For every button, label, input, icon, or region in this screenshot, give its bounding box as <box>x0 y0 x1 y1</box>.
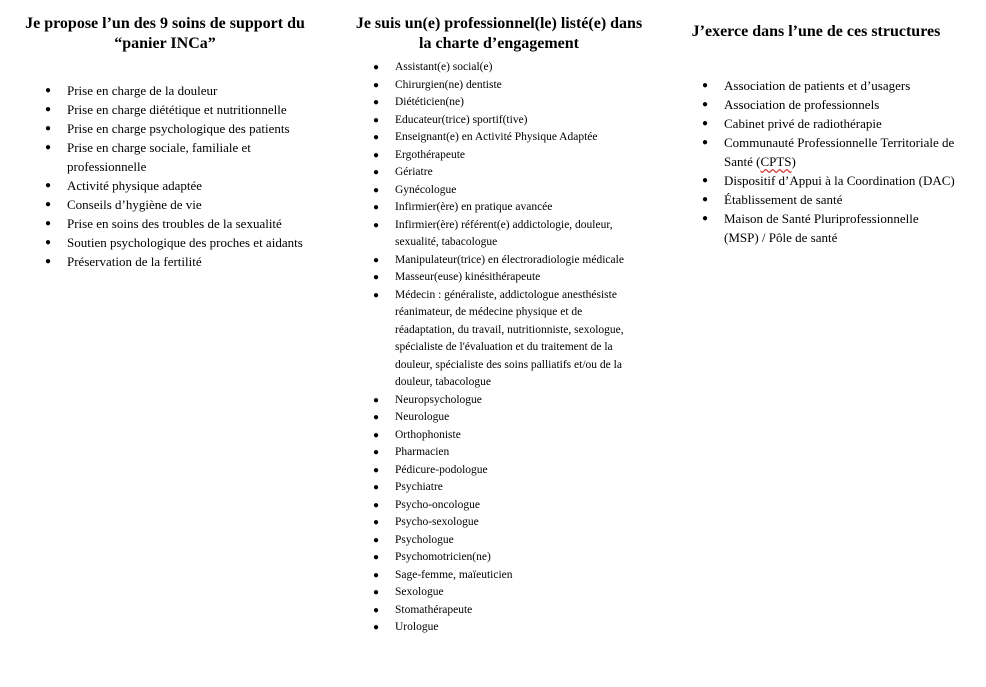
list-item-text: Prise en charge diététique et nutritionnelle <box>67 102 287 117</box>
list-item-text: Prise en charge psychologique des patients <box>67 121 290 136</box>
bullet-icon: ● <box>45 199 52 210</box>
bullet-icon: ● <box>373 517 380 528</box>
list-item-text: Masseur(euse) kinésithérapeute <box>395 271 541 283</box>
column-structures <box>676 0 956 247</box>
list-item-text: Infirmier(ère) en pratique avancée <box>395 201 553 213</box>
list-item <box>373 619 644 637</box>
list-item <box>373 444 644 462</box>
list-item-text: Chirurgien(ne) dentiste <box>395 78 502 91</box>
bullet-icon: ● <box>373 587 380 598</box>
list-item-text: Stomathérapeute <box>395 603 473 616</box>
list-item-text: Pédicure-podologue <box>395 463 488 476</box>
list-item-text: Assistant(e) social(e) <box>395 61 493 73</box>
list-item-text: Manipulateur(trice) en électroradiologie médicale <box>395 253 624 266</box>
list-item <box>373 549 644 567</box>
bullet-icon: ● <box>45 142 52 153</box>
list-item <box>373 199 644 217</box>
list-item-text: Maison de Santé Pluriprofessionnelle (MSP) / Pôle de santé <box>724 211 919 245</box>
list-item <box>702 209 956 247</box>
list-item-text: Gériatre <box>395 166 433 178</box>
bullet-icon: ● <box>45 237 52 248</box>
list-item-text: Communauté Professionnelle Territoriale de Santé (CPTS) <box>724 135 955 169</box>
list-item-text: Urologue <box>395 621 439 633</box>
list-item <box>45 252 310 271</box>
column-support-care <box>20 0 310 271</box>
list-item <box>373 514 644 532</box>
list-item <box>373 94 644 112</box>
bullet-icon: ● <box>373 604 380 616</box>
list-item <box>373 147 644 165</box>
column-heading-professionals: Je suis un(e) professionnel(le) listé(e) dans la charte d’engagement <box>355 15 643 52</box>
list-item <box>45 100 310 119</box>
bullet-icon: ● <box>373 289 380 301</box>
list-item-text: Psycho-sexologue <box>395 516 479 528</box>
list-item <box>373 392 644 410</box>
list-item <box>373 164 644 182</box>
list-item-text: Association de professionnels <box>724 97 880 112</box>
list-item-text: Diététicien(ne) <box>395 96 464 108</box>
list-item <box>373 217 644 252</box>
list-item-text: Psychiatre <box>395 481 443 493</box>
bullet-icon: ● <box>45 85 52 96</box>
column-heading-support-care: Je propose l’un des 9 soins de support du “panier INCa” <box>25 15 305 52</box>
bullet-icon: ● <box>702 118 709 129</box>
bullet-icon: ● <box>702 99 709 110</box>
list-item-text: Orthophoniste <box>395 428 461 441</box>
list-item <box>702 133 956 171</box>
list-item <box>373 112 644 130</box>
bullet-icon: ● <box>45 123 52 134</box>
list-item-text: Sexologue <box>395 586 444 598</box>
list-item <box>702 114 956 133</box>
bullet-icon: ● <box>373 534 380 546</box>
bullet-icon: ● <box>373 482 380 493</box>
list-item-text: Neuropsychologue <box>395 393 482 406</box>
list-item-text: Sage-femme, maïeuticien <box>395 568 513 581</box>
bullet-icon: ● <box>373 412 380 423</box>
bullet-icon: ● <box>45 218 52 229</box>
bullet-icon: ● <box>702 213 709 224</box>
bullet-icon: ● <box>373 202 380 213</box>
structures-list <box>676 76 956 247</box>
list-item <box>373 77 644 95</box>
list-item <box>702 95 956 114</box>
bullet-icon: ● <box>373 394 380 406</box>
bullet-icon: ● <box>373 499 380 511</box>
list-item-text: Médecin : généraliste, addictologue anesthésiste réanimateur, de médecine physique et de réadaptation, du travail, nutritionniste, sexologue, spécialiste de l'évaluation et du traitement de la douleur, spécialiste des soins palliatifs et/ou de la douleur, tabacologue <box>395 288 624 388</box>
list-item-text: Prise en soins des troubles de la sexualité <box>67 216 282 231</box>
list-item <box>373 59 644 77</box>
list-item <box>373 584 644 602</box>
column-heading-structures: J’exerce dans l’une de ces structures <box>691 23 941 40</box>
list-item-text: Gynécologue <box>395 183 457 196</box>
list-item <box>45 176 310 195</box>
list-item-text: Psychomotricien(ne) <box>395 551 491 563</box>
bullet-icon: ● <box>702 175 709 186</box>
list-item <box>373 532 644 550</box>
list-item-text: Activité physique adaptée <box>67 178 203 193</box>
bullet-icon: ● <box>373 62 380 73</box>
list-item <box>373 182 644 200</box>
bullet-icon: ● <box>373 149 380 161</box>
list-item <box>45 81 310 100</box>
list-item-text: Pharmacien <box>395 446 450 458</box>
bullet-icon: ● <box>373 114 380 126</box>
bullet-icon: ● <box>373 272 380 283</box>
list-item <box>373 479 644 497</box>
list-item <box>45 233 310 252</box>
list-item-text: Cabinet privé de radiothérapie <box>724 116 882 131</box>
list-item-text: Préservation de la fertilité <box>67 254 202 269</box>
list-item <box>373 287 644 392</box>
bullet-icon: ● <box>702 80 709 91</box>
bullet-icon: ● <box>373 447 380 458</box>
bullet-icon: ● <box>373 97 380 108</box>
bullet-icon: ● <box>373 79 380 91</box>
list-item-text: Établissement de santé <box>724 192 843 207</box>
list-item-text: Prise en charge de la douleur <box>67 83 218 98</box>
list-item <box>373 129 644 147</box>
bullet-icon: ● <box>373 219 380 231</box>
bullet-icon: ● <box>373 622 380 633</box>
bullet-icon: ● <box>702 137 709 148</box>
list-item <box>45 214 310 233</box>
list-item <box>373 269 644 287</box>
bullet-icon: ● <box>45 104 52 115</box>
support-care-list <box>20 81 310 271</box>
bullet-icon: ● <box>373 184 380 196</box>
list-item-text: Psychologue <box>395 533 454 546</box>
professionals-list <box>354 59 644 637</box>
list-item-text: Dispositif d’Appui à la Coordination (DAC) <box>724 173 955 188</box>
list-item <box>373 497 644 515</box>
list-item <box>373 427 644 445</box>
list-item-text: Soutien psychologique des proches et aidants <box>67 235 303 250</box>
list-item <box>45 138 310 176</box>
bullet-icon: ● <box>45 180 52 191</box>
list-item-text: Enseignant(e) en Activité Physique Adaptée <box>395 131 598 143</box>
list-item-text: Infirmier(ère) référent(e) addictologie, douleur, sexualité, tabacologue <box>395 218 613 248</box>
bullet-icon: ● <box>702 194 709 205</box>
list-item <box>373 567 644 585</box>
column-professionals <box>354 0 644 637</box>
list-item <box>45 119 310 138</box>
bullet-icon: ● <box>373 167 380 178</box>
bullet-icon: ● <box>373 254 380 266</box>
list-item <box>373 409 644 427</box>
list-item-text: Ergothérapeute <box>395 148 466 161</box>
list-item-text: Educateur(trice) sportif(tive) <box>395 113 528 126</box>
list-item-text: Psycho-oncologue <box>395 498 480 511</box>
list-item <box>702 190 956 209</box>
list-item <box>45 195 310 214</box>
list-item-text: Association de patients et d’usagers <box>724 78 911 93</box>
bullet-icon: ● <box>373 429 380 441</box>
bullet-icon: ● <box>373 569 380 581</box>
list-item <box>702 171 956 190</box>
list-item <box>373 462 644 480</box>
bullet-icon: ● <box>373 552 380 563</box>
list-item <box>373 252 644 270</box>
list-item <box>373 602 644 620</box>
bullet-icon: ● <box>45 256 52 267</box>
list-item <box>702 76 956 95</box>
list-item-text: Neurologue <box>395 411 450 423</box>
bullet-icon: ● <box>373 464 380 476</box>
list-item-text: Conseils d’hygiène de vie <box>67 197 202 212</box>
list-item-text: Prise en charge sociale, familiale et professionnelle <box>67 140 251 174</box>
bullet-icon: ● <box>373 132 380 143</box>
